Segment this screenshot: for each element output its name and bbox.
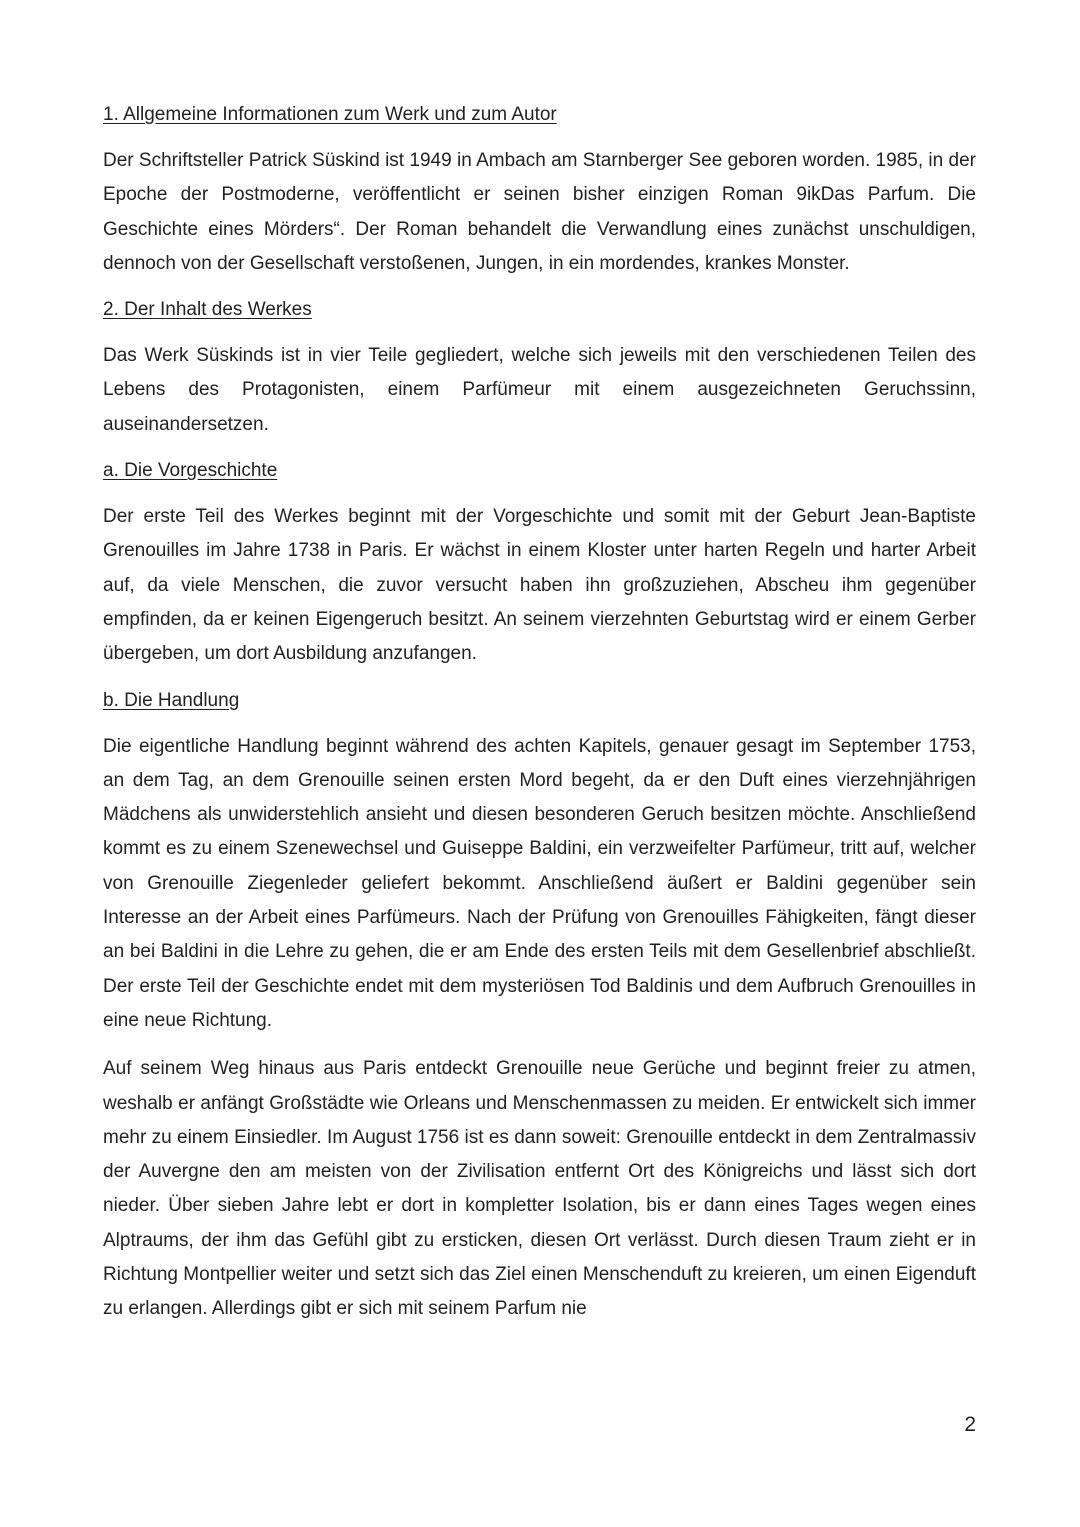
document-page — [103, 100, 976, 1341]
section-heading-general-info: 1. Allgemeine Informationen zum Werk und zum Autor — [103, 104, 557, 125]
paragraph-prehistory: Der erste Teil des Werkes beginnt mit der Vorgeschichte und somit mit der Geburt Jean-Baptiste Grenouilles im Jahre 1738 in Paris. Er wächst in einem Kloster unter harten Regeln und harter Arbeit auf, da viele Menschen, die zuvor versucht haben ihn großzuziehen, Abscheu ihm gegenüber empfinden, da er keinen Eigengeruch besitzt. An seinem vierzehnten Geburtstag wird er einem Gerber übergeben, um dort Ausbildung anzufangen. — [103, 506, 976, 665]
subsection-heading-prehistory: a. Die Vorgeschichte — [103, 460, 278, 482]
paragraph-plot-2: Auf seinem Weg hinaus aus Paris entdeckt Grenouille neue Gerüche und beginnt freier zu atmen, weshalb er anfängt Großstädte wie Orleans und Menschenmassen zu meiden. Er entwickelt sich immer mehr zu einem Einsiedler. Im August 1756 ist es dann soweit: Grenouille entdeckt in dem Zentralmassiv der Auvergne den am meisten von der Zivilisation entfernt Ort des Königreichs und lässt sich dort nieder. Über sieben Jahre lebt er dort in kompletter Isolation, bis er dann eines Tages wegen eines Alptraums, der ihm das Gefühl gibt zu ersticken, diesen Ort verlässt. Durch diesen Traum zieht er in Richtung Montpellier weiter und setzt sich das Ziel einen Menschenduft zu kreieren, um einen Eigenduft zu erlangen. Allerdings gibt er sich mit seinem Parfum nie — [103, 1058, 976, 1320]
paragraph-structure: Das Werk Süskinds ist in vier Teile gegliedert, welche sich jeweils mit den verschiedenen Teilen des Lebens des Protagonisten, einem Parfümeur mit einem ausgezeichneten Geruchssinn, auseinandersetzen. — [103, 345, 976, 435]
subsection-heading-plot: b. Die Handlung — [103, 689, 240, 711]
section-heading-content: 2. Der Inhalt des Werkes — [103, 299, 312, 321]
page-number: 2 — [964, 1413, 976, 1436]
paragraph-author-info: Der Schriftsteller Patrick Süskind ist 1949 in Ambach am Starnberger See geboren worden. 1985, in der Epoche der Postmoderne, veröffentlicht er seinen bisher einzigen Roman 9ikDas Parfum. Die Geschichte eines Mörders“. Der Roman behandelt die Verwandlung eines zunächst unschuldigen, dennoch von der Gesellschaft verstoßenen, Jungen, in ein mordendes, krankes Monster. — [103, 150, 976, 274]
paragraph-plot-1: Die eigentliche Handlung beginnt während des achten Kapitels, genauer gesagt im September 1753, an dem Tag, an dem Grenouille seinen ersten Mord begeht, da er den Duft eines vierzehnjährigen Mädchens als unwiderstehlich ansieht und diesen besonderen Geruch besitzen möchte. Anschließend kommt es zu einem Szenewechsel und Guiseppe Baldini, ein verzweifelter Parfümeur, tritt auf, welcher von Grenouille Ziegenleder geliefert bekommt. Anschließend äußert er Baldini gegenüber sein Interesse an der Arbeit eines Parfümeurs. Nach der Prüfung von Grenouilles Fähigkeiten, fängt dieser an bei Baldini in die Lehre zu gehen, die er am Ende des ersten Teils mit dem Gesellenbrief abschließt. Der erste Teil der Geschichte endet mit dem mysteriösen Tod Baldinis und dem Aufbruch Grenouilles in eine neue Richtung. — [103, 735, 976, 1031]
